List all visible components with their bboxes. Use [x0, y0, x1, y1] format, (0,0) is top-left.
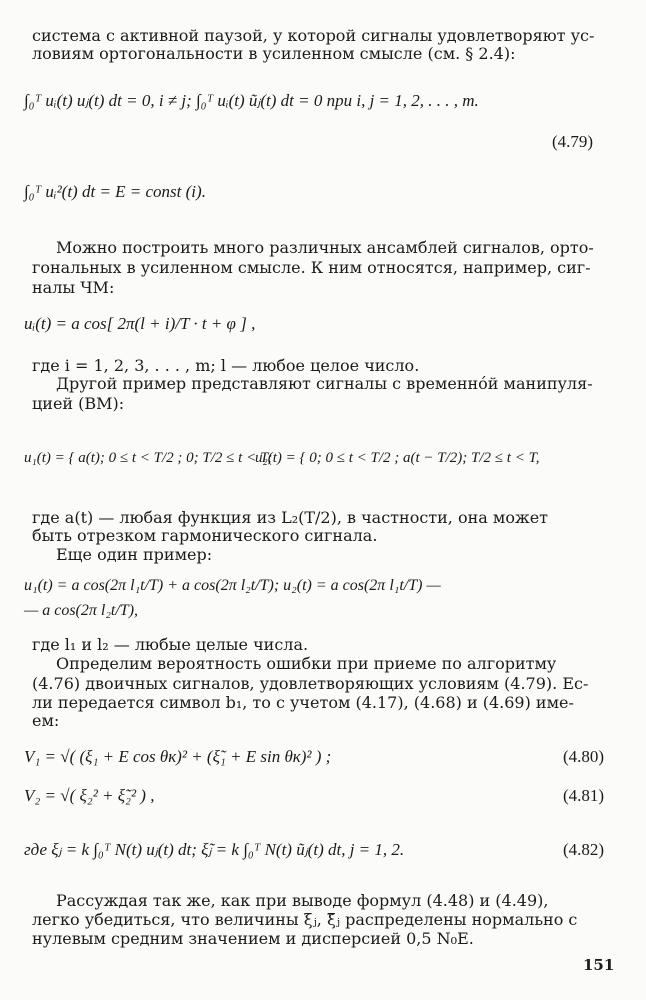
text-line: ловиям ортогональности в усиленном смысле (см. § 2.4): — [32, 44, 516, 63]
equation-number: (4.80) — [563, 747, 605, 766]
text-line: нулевым средним значением и дисперсией 0,5 N₀E. — [32, 929, 474, 948]
equation-number: (4.81) — [563, 786, 605, 805]
text-line: где i = 1, 2, 3, . . . , m; l — любое целое число. — [32, 356, 420, 375]
text-line: налы ЧМ: — [32, 278, 115, 297]
formula-v2: V₂ = √( ξ₂² + ξ̃₂² ) , — [24, 786, 155, 805]
text-line: быть отрезком гармонического сигнала. — [32, 526, 378, 545]
formula-xi: где ξⱼ = k ∫₀ᵀ N(t) uⱼ(t) dt; ξ̃ⱼ = k ∫₀ᵀ N(t) ũⱼ(t) dt, j = 1, 2. — [24, 840, 405, 859]
formula-example-cont: — a cos(2π l₂t/T), — [24, 602, 139, 619]
equation-number: (4.82) — [563, 840, 605, 859]
text-line: Можно построить много различных ансамблей сигналов, орто- — [56, 238, 594, 257]
text-line: Другой пример представляют сигналы с временнóй манипуля- — [56, 374, 593, 393]
text-line: (4.76) двоичных сигналов, удовлетворяющих условиям (4.79). Ес- — [32, 674, 589, 693]
formula-tm-u2: u₂(t) = { 0; 0 ≤ t < T/2 ; a(t − T/2); T/2 ≤ t < T, — [255, 450, 540, 466]
formula-tm-u1: u₁(t) = { a(t); 0 ≤ t < T/2 ; 0; T/2 ≤ t < T; — [24, 450, 273, 466]
text-line: гональных в усиленном смысле. К ним относятся, например, сиг- — [32, 258, 591, 277]
text-line: где a(t) — любая функция из L₂(T/2), в частности, она может — [32, 508, 549, 527]
text-line: Еще один пример: — [56, 545, 213, 564]
page-number: 151 — [583, 956, 615, 974]
text-line: ли передается символ b₁, то с учетом (4.17), (4.68) и (4.69) име- — [32, 693, 574, 712]
equation-number: (4.79) — [552, 132, 594, 151]
text-line: ем: — [32, 711, 60, 730]
text-line: где l₁ и l₂ — любые целые числа. — [32, 635, 309, 654]
formula-v1: V₁ = √( (ξ₁ + E cos θк)² + (ξ̃₁ + E sin θк)² ) ; — [24, 747, 332, 766]
text-line: система с активной паузой, у которой сигналы удовлетворяют ус- — [32, 26, 595, 45]
text-line: Определим вероятность ошибки при приеме по алгоритму — [56, 654, 557, 673]
formula-orthogonality: ∫₀ᵀ uᵢ(t) uⱼ(t) dt = 0, i ≠ j; ∫₀ᵀ uᵢ(t) ũⱼ(t) dt = 0 при i, j = 1, 2, . . . , m. — [24, 91, 479, 110]
text-line: Рассуждая так же, как при выводе формул (4.48) и (4.49), — [56, 891, 549, 910]
formula-fm-signals: uᵢ(t) = a cos[ 2π(l + i)/T · t + φ ] , — [24, 314, 256, 333]
text-line: цией (ВМ): — [32, 394, 125, 413]
formula-example: u₁(t) = a cos(2π l₁t/T) + a cos(2π l₂t/T); u₂(t) = a cos(2π l₁t/T) — — [24, 577, 441, 594]
text-line: легко убедиться, что величины ξⱼ, ξ̃ⱼ распределены нормально с — [32, 910, 578, 929]
formula-energy: ∫₀ᵀ uᵢ²(t) dt = E = const (i). — [24, 182, 206, 201]
